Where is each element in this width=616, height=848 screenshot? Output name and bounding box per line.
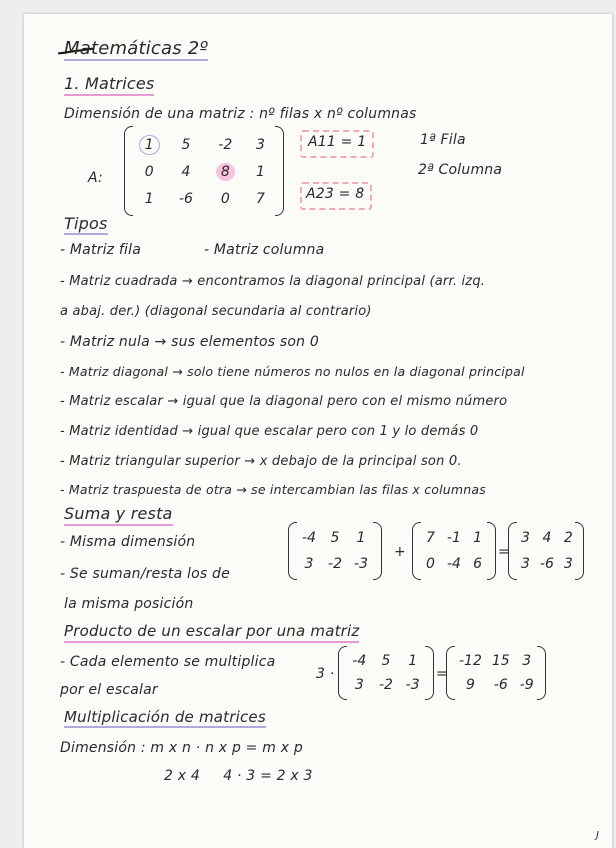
matrix-cell: -6: [539, 556, 554, 572]
tipo-cuadrada: - Matriz cuadrada → encontramos la diagonal principal (arr. izq.: [60, 274, 486, 289]
matrix-cell: 1: [132, 130, 166, 159]
matrix-cell: -4: [447, 556, 461, 572]
matrix-cell: 1: [144, 190, 154, 207]
matrix-a: [124, 126, 284, 216]
matrix-cell: 5: [181, 136, 191, 153]
matrix-cell: 0: [425, 556, 435, 572]
matrix-cell: 9: [465, 677, 475, 693]
suma-matrix-2: [412, 522, 496, 580]
matrix-cell: -6: [493, 677, 508, 693]
matrix-cell: 4: [542, 530, 552, 546]
multiplicacion-heading: Multiplicación de matrices: [64, 708, 266, 726]
producto-matrix-result: [446, 646, 546, 700]
matrix-cell: 7: [425, 530, 435, 546]
tipo-nula: - Matriz nula → sus elementos son 0: [60, 334, 319, 350]
matrix-cell: -2: [218, 136, 233, 153]
a11-label: A11 = 1: [308, 134, 367, 150]
tipo-cuadrada-cont: a abaj. der.) (diagonal secundaria al contrario): [60, 304, 372, 319]
tipo-escalar: - Matriz escalar → igual que la diagonal pero con el mismo número: [60, 394, 508, 409]
corner-mark: J: [596, 830, 600, 841]
producto-line-2: por el escalar: [60, 682, 158, 698]
multiplicacion-example: 2 x 4 4 · 3 = 2 x 3: [164, 768, 313, 784]
matrix-cell: 6: [473, 556, 483, 572]
suma-matrix-1: [288, 522, 382, 580]
matrix-cell: 3: [304, 556, 314, 572]
matrix-cell: 1: [473, 530, 483, 546]
matrix-cell: -4: [302, 530, 316, 546]
matrix-cell: 8: [206, 159, 245, 185]
notebook-page: [24, 14, 612, 848]
matrix-cell: 3: [521, 556, 530, 572]
tipo-fila: - Matriz fila: [60, 242, 141, 258]
matrix-cell: -3: [354, 556, 368, 572]
suma-plus: +: [394, 544, 406, 560]
matrix-cell: 1: [256, 164, 265, 181]
columna-note: 2ª Columna: [418, 162, 503, 178]
matrix-cell: -4: [352, 653, 367, 669]
matrix-cell: 5: [330, 530, 340, 546]
suma-line-1: - Misma dimensión: [60, 534, 196, 550]
matrix-a-label: A:: [88, 170, 103, 186]
matrix-cell: -2: [379, 677, 393, 693]
section-matrices-heading: 1. Matrices: [64, 74, 154, 96]
tipo-diagonal: - Matriz diagonal → solo tiene números no nulos en la diagonal principal: [60, 364, 525, 379]
suma-equals: =: [498, 544, 510, 560]
matrix-cell: 2: [563, 530, 573, 546]
producto-equals: =: [436, 666, 448, 682]
matrix-cell: -12: [459, 653, 482, 669]
matrix-cell: 3: [563, 556, 573, 572]
matrix-cell: -3: [405, 677, 420, 693]
matrix-cell: 4: [181, 164, 191, 181]
a23-label: A23 = 8: [306, 186, 365, 202]
producto-heading: Producto de un escalar por una matriz: [64, 622, 359, 643]
matrix-cell: 0: [144, 164, 154, 181]
matrix-cell: 5: [381, 653, 391, 669]
dimension-definition: Dimensión de una matriz : nº filas x nº columnas: [64, 106, 417, 122]
producto-scalar: 3 ·: [316, 666, 335, 682]
matrix-cell: 3: [354, 677, 364, 693]
matrix-cell: 15: [491, 653, 510, 669]
tipos-heading: Tipos: [64, 214, 108, 233]
matrix-cell: 7: [256, 190, 265, 207]
matrix-cell: 3: [256, 136, 265, 153]
page-title: Matemáticas 2º: [64, 38, 209, 59]
matrix-cell: 3: [521, 530, 530, 546]
matrix-cell: -9: [519, 677, 534, 693]
producto-matrix: [338, 646, 434, 700]
producto-line-1: - Cada elemento se multiplica: [60, 654, 276, 670]
tipo-columna: - Matriz columna: [204, 242, 325, 258]
matrix-cell: -1: [447, 530, 461, 546]
matrix-cell: 3: [522, 653, 532, 669]
tipo-triangular: - Matriz triangular superior → x debajo de la principal son 0.: [60, 454, 462, 469]
tipo-traspuesta: - Matriz traspuesta de otra → se intercambian las filas x columnas: [60, 482, 486, 497]
suma-line-2: - Se suman/resta los de: [60, 566, 230, 582]
matrix-cell: 0: [220, 190, 230, 207]
matrix-cell: -6: [178, 190, 193, 207]
fila-note: 1ª Fila: [420, 132, 466, 148]
suma-heading: Suma y resta: [64, 504, 173, 526]
matrix-cell: -2: [328, 556, 342, 572]
tipo-identidad: - Matriz identidad → igual que escalar pero con 1 y lo demás 0: [60, 424, 479, 439]
multiplicacion-dimension: Dimensión : m x n · n x p = m x p: [60, 740, 303, 756]
suma-matrix-result: [508, 522, 584, 580]
matrix-cell: 1: [356, 530, 366, 546]
matrix-cell: 1: [408, 653, 418, 669]
suma-line-3: la misma posición: [64, 596, 194, 612]
